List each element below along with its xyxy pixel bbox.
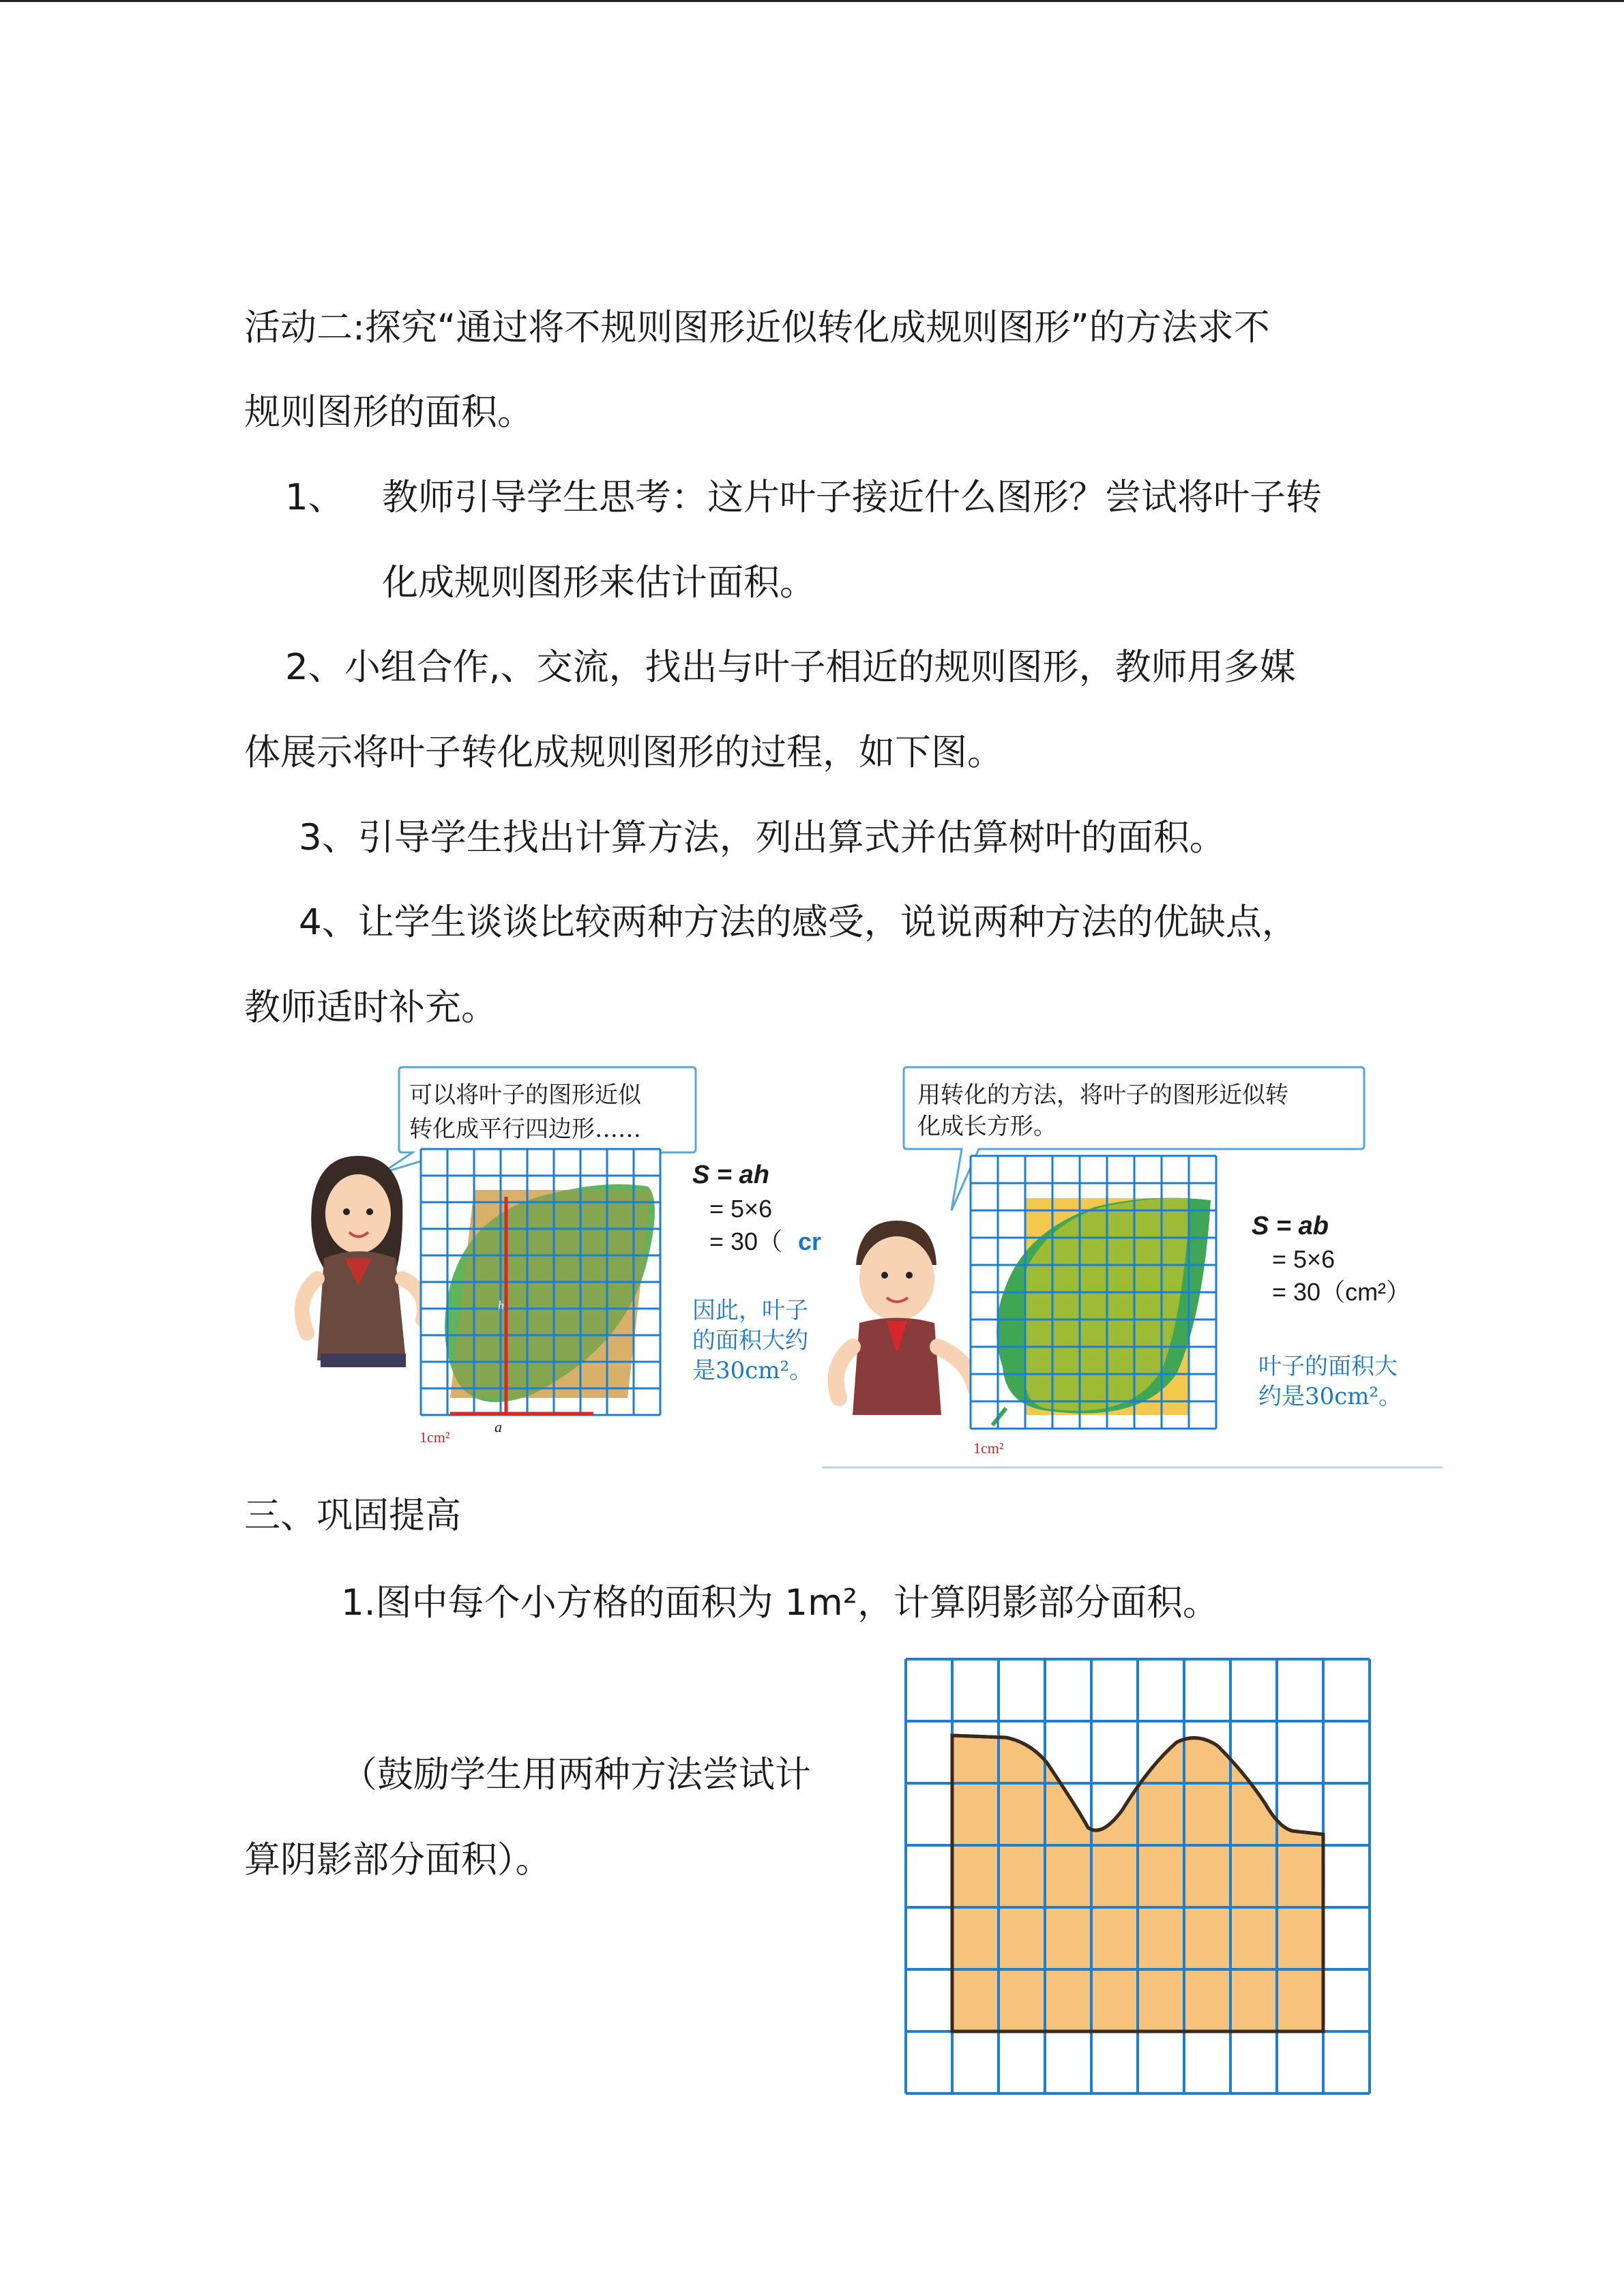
boy-illustration — [836, 1221, 976, 1415]
step4-line1: 4、让学生谈谈比较两种方法的感受，说说两种方法的优缺点， — [299, 901, 1298, 943]
formula-left-step1: = 5×6 — [709, 1195, 773, 1223]
step1-line2: 化成规则图形来估计面积。 — [382, 562, 816, 603]
bubble-right-line1: 用转化的方法，将叶子的图形近似转 — [917, 1082, 1288, 1109]
leaf-grid-right — [971, 1156, 1216, 1457]
formula-left-title: S = ah — [692, 1161, 769, 1189]
grid-unit-left: 1cm² — [419, 1429, 450, 1446]
label-h: h — [498, 1298, 504, 1312]
section3-hint-line1: （鼓励学生用两种方法尝试计 — [341, 1754, 811, 1795]
activity-heading-line2: 规则图形的面积。 — [244, 391, 533, 433]
step2-line2: 体展示将叶子转化成规则图形的过程，如下图。 — [244, 732, 1003, 773]
formula-right-step2: = 30（cm²） — [1272, 1278, 1411, 1306]
leaf-parallelogram-figure — [293, 1054, 846, 1463]
page-top-border — [0, 0, 1624, 2]
step2-line1: 2、小组合作,、交流，找出与叶子相近的规则图形，教师用多媒 — [285, 646, 1296, 688]
formula-right-step1: = 5×6 — [1272, 1245, 1335, 1273]
note-left-line2: 的面积大约 — [692, 1327, 808, 1354]
formula-left-step2: = 30（ — [709, 1227, 783, 1255]
leaf-rectangle-figure — [822, 1054, 1449, 1476]
bubble-left-line2: 转化成平行四边形…… — [409, 1116, 641, 1143]
girl-illustration — [302, 1156, 424, 1367]
grid-unit-right: 1cm² — [973, 1440, 1004, 1457]
shaded-area-grid-figure — [904, 1657, 1374, 2100]
note-right-line1: 叶子的面积大 — [1258, 1353, 1398, 1380]
step4-line2: 教师适时补充。 — [244, 987, 497, 1028]
note-left-line3: 是30cm²。 — [692, 1357, 813, 1384]
note-right-line2: 约是30cm²。 — [1258, 1383, 1402, 1410]
section3-hint-line2: 算阴影部分面积）。 — [244, 1839, 552, 1881]
formula-left-unit: cr — [798, 1227, 822, 1255]
step3-text: 3、引导学生找出计算方法，列出算式并估算树叶的面积。 — [299, 817, 1226, 859]
note-left-line1: 因此，叶子 — [692, 1297, 808, 1324]
section3-title: 三、巩固提高 — [244, 1495, 461, 1536]
activity-heading-line1: 活动二:探究“通过将不规则图形近似转化成规则图形”的方法求不 — [244, 307, 1270, 348]
bubble-left-line1: 可以将叶子的图形近似 — [409, 1082, 641, 1109]
section3-question1: 1.图中每个小方格的面积为 1m²，计算阴影部分面积。 — [341, 1582, 1220, 1624]
step1-line1: 教师引导学生思考：这片叶子接近什么图形？尝试将叶子转 — [382, 477, 1322, 518]
label-a: a — [494, 1418, 502, 1435]
formula-right-title: S = ab — [1252, 1212, 1329, 1240]
leaf-grid-left — [419, 1149, 660, 1446]
step1-number: 1、 — [285, 477, 344, 518]
bubble-right-line2: 化成长方形。 — [917, 1113, 1057, 1140]
